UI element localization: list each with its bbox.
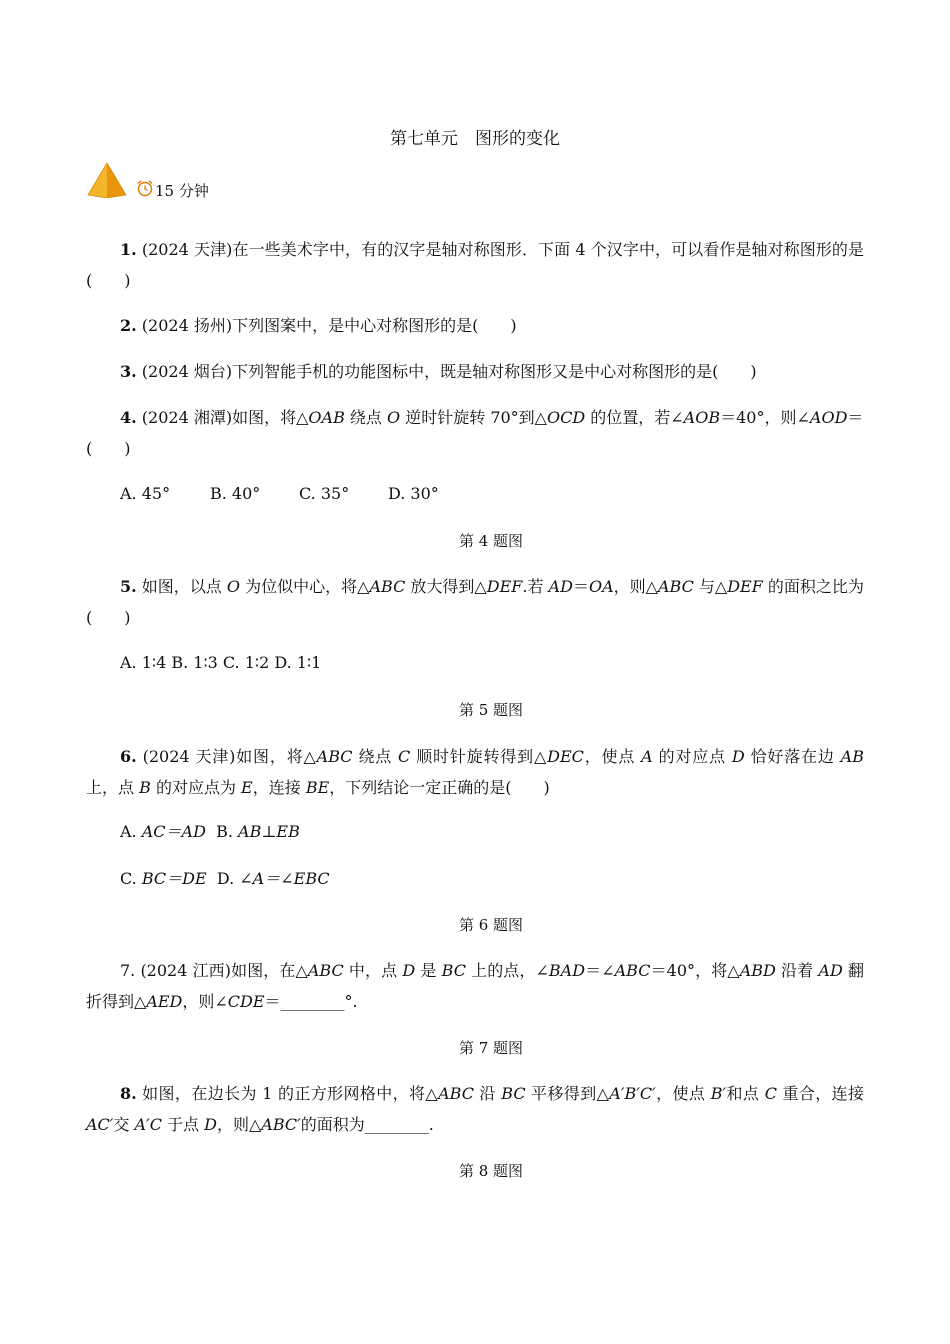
option-c: C. 35° [299,484,350,503]
question-6-options-cd: C. BC＝DE D. ∠A＝∠EBC [120,869,330,888]
question-2: 2. (2024 扬州)下列图案中，是中心对称图形的是( ) [120,316,517,335]
option-b: B. 40° [210,484,261,503]
question-3: 3. (2024 烟台)下列智能手机的功能图标中，既是轴对称图形又是中心对称图形的是( ) [120,362,757,381]
question-6: 6. (2024 天津)如图，将△ABC 绕点 C 顺时针旋转得到△DEC，使点 A 的对应点 D 恰好落在边 AB 上，点 B 的对应点为 E，连接 BE，下列结论一定正确的是( ) [86,747,864,797]
figure-caption-8: 第 8 题图 [458,1162,524,1180]
timer-label: 15 分钟 [155,182,209,200]
alarm-clock-icon [136,179,154,197]
page-title: 第七单元 图形的变化 [390,129,560,149]
question-5: 5. 如图，以点 O 为位似中心，将△ABC 放大得到△DEF.若 AD＝OA，则△ABC 与△DEF 的面积之比为( ) [86,577,864,627]
question-4: 4. (2024 湘潭)如图，将△OAB 绕点 O 逆时针旋转 70°到△OCD 的位置，若∠AOB＝40°，则∠AOD＝( ) [86,408,864,458]
option-a: A. 45° [120,484,171,503]
figure-caption-5: 第 5 题图 [458,701,524,719]
question-6-options-ab: A. AC＝AD B. AB⊥EB [120,822,300,841]
question-5-options: A. 1∶4 B. 1∶3 C. 1∶2 D. 1∶1 [120,653,322,672]
question-1: 1. (2024 天津)在一些美术字中，有的汉字是轴对称图形．下面 4 个汉字中，可以看作是轴对称图形的是( ) [86,240,864,290]
figure-caption-7: 第 7 题图 [458,1039,524,1057]
question-8: 8. 如图，在边长为 1 的正方形网格中，将△ABC 沿 BC 平移得到△A′B′C′，使点 B′和点 C 重合，连接 AC′交 A′C 于点 D，则△ABC′的面积为________. [86,1084,864,1134]
figure-caption-6: 第 6 题图 [458,916,524,934]
option-d: D. 30° [388,484,439,503]
question-4-options [120,484,439,504]
pyramid-icon [86,162,128,198]
figure-caption-4: 第 4 题图 [458,532,524,550]
question-7: 7. (2024 江西)如图，在△ABC 中，点 D 是 BC 上的点，∠BAD＝∠ABC＝40°，将△ABD 沿着 AD 翻折得到△AED，则∠CDE＝________°. [86,961,864,1011]
